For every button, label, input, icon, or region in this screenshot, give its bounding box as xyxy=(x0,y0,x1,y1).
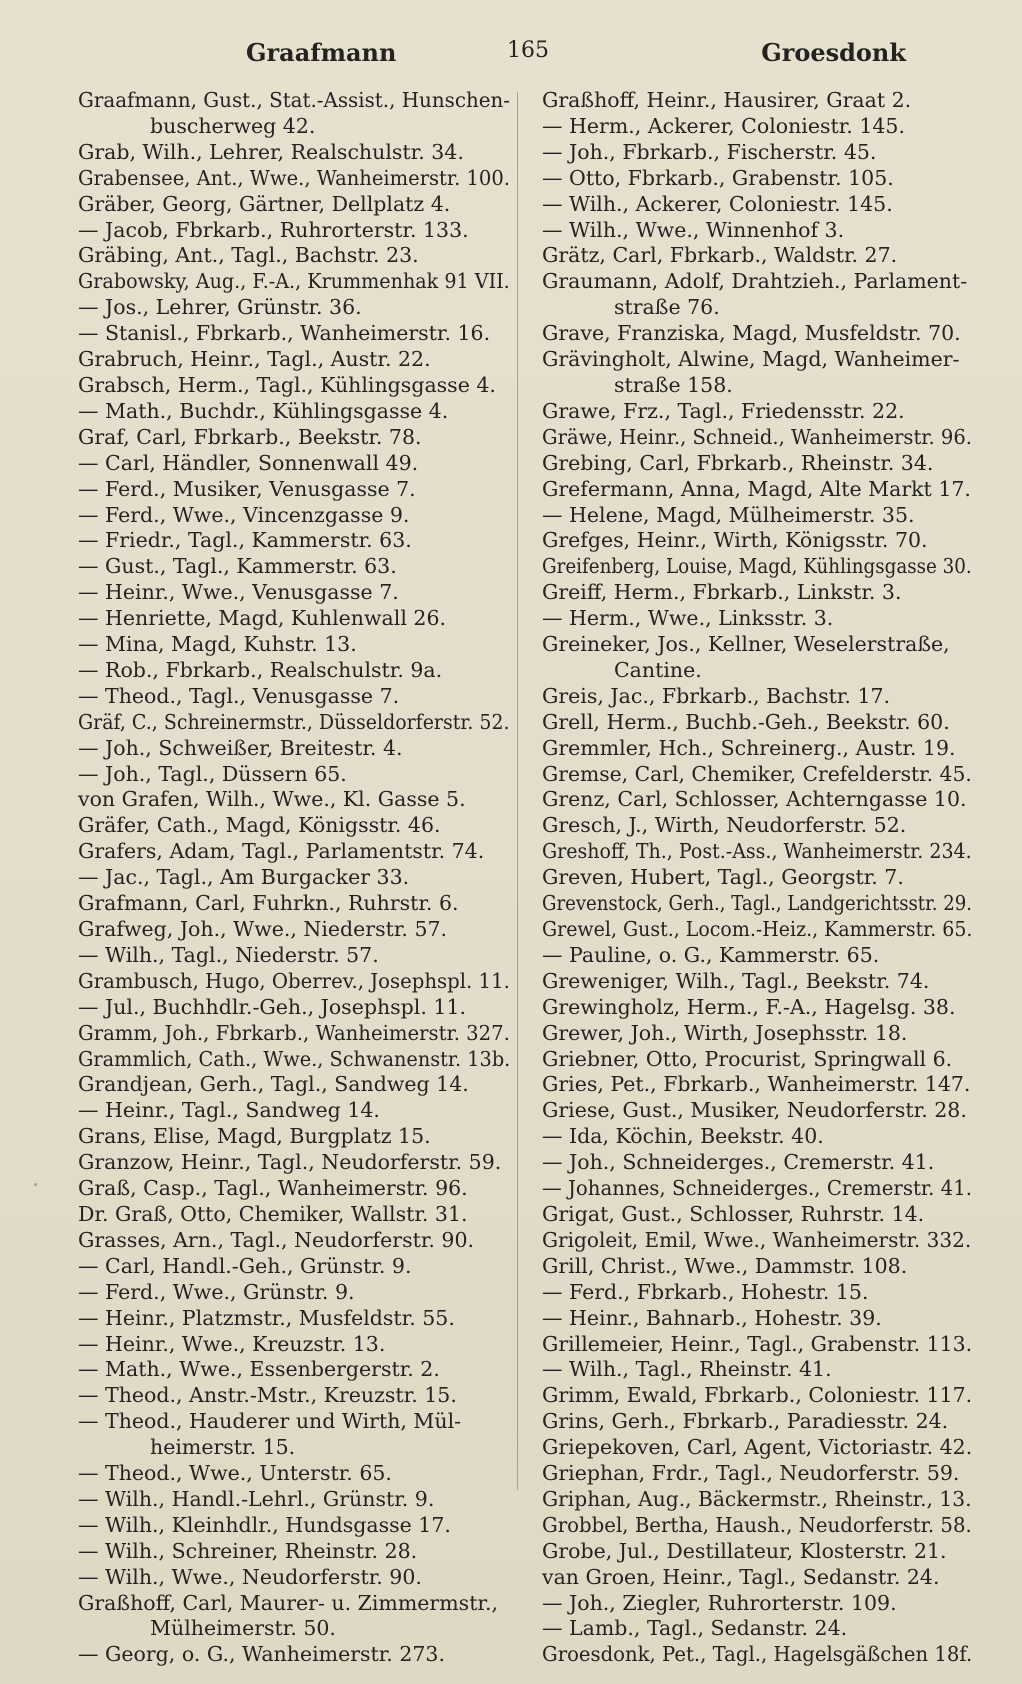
page-number: 165 xyxy=(507,38,549,63)
directory-entry: Graßhoff, Carl, Maurer- u. Zimmermstr., xyxy=(78,1590,499,1615)
directory-entry: — Jos., Lehrer, Grünstr. 36. xyxy=(78,295,362,320)
page-header xyxy=(78,38,940,78)
column-divider xyxy=(517,92,518,1490)
directory-entry: Grill, Christ., Wwe., Dammstr. 108. xyxy=(542,1253,908,1278)
directory-entry: Gremse, Carl, Chemiker, Crefelderstr. 45. xyxy=(542,761,972,786)
directory-entry: Grigoleit, Emil, Wwe., Wanheimerstr. 332. xyxy=(542,1227,972,1252)
directory-entry: Grafmann, Carl, Fuhrkn., Ruhrstr. 6. xyxy=(78,891,459,916)
directory-entry: — Heinr., Tagl., Sandweg 14. xyxy=(78,1098,380,1123)
directory-entry: Grasses, Arn., Tagl., Neudorferstr. 90. xyxy=(78,1227,475,1252)
directory-entry: — Stanisl., Fbrkarb., Wanheimerstr. 16. xyxy=(78,321,491,346)
directory-entry: Graafmann, Gust., Stat.-Assist., Hunschen- xyxy=(78,88,511,112)
left-column xyxy=(78,88,510,1668)
directory-entry: Griphan, Aug., Bäckermstr., Rheinstr., 13. xyxy=(542,1486,972,1511)
directory-entry: — Ida, Köchin, Beekstr. 40. xyxy=(542,1124,824,1149)
directory-entry: — Wilh., Kleinhdlr., Hundsgasse 17. xyxy=(78,1512,451,1537)
directory-entry: Groesdonk, Pet., Tagl., Hagelsgäßchen 18f. xyxy=(542,1642,973,1667)
directory-entry: Grandjean, Gerh., Tagl., Sandweg 14. xyxy=(78,1072,469,1097)
directory-entry: Grawe, Frz., Tagl., Friedensstr. 22. xyxy=(542,398,905,423)
directory-entry: Grätz, Carl, Fbrkarb., Waldstr. 27. xyxy=(542,243,898,268)
directory-entry: — Wilh., Schreiner, Rheinstr. 28. xyxy=(78,1538,418,1563)
directory-entry: — Joh., Ziegler, Ruhrorterstr. 109. xyxy=(542,1590,897,1615)
right-column xyxy=(542,88,972,1668)
directory-entry: — Ferd., Musiker, Venusgasse 7. xyxy=(78,476,416,501)
directory-entry: Griephan, Frdr., Tagl., Neudorferstr. 59. xyxy=(542,1461,960,1486)
directory-entry: Grigat, Gust., Schlosser, Ruhrstr. 14. xyxy=(542,1201,925,1226)
directory-entry: — Joh., Schweißer, Breitestr. 4. xyxy=(78,735,403,760)
directory-entry: — Heinr., Bahnarb., Hohestr. 39. xyxy=(542,1305,882,1330)
directory-entry: — Theod., Anstr.-Mstr., Kreuzstr. 15. xyxy=(78,1383,457,1408)
directory-entry: — Heinr., Platzmstr., Musfeldstr. 55. xyxy=(78,1305,455,1330)
directory-entry: Griese, Gust., Musiker, Neudorferstr. 28. xyxy=(542,1098,967,1123)
directory-entry: Greiff, Herm., Fbrkarb., Linkstr. 3. xyxy=(542,580,902,605)
header-last-name: Groesdonk xyxy=(761,38,906,67)
directory-entry: Grewer, Joh., Wirth, Josephsstr. 18. xyxy=(542,1020,908,1045)
directory-entry: Grefges, Heinr., Wirth, Königsstr. 70. xyxy=(542,528,928,553)
directory-entry: — Herm., Ackerer, Coloniestr. 145. xyxy=(542,113,905,138)
directory-entry: Grabruch, Heinr., Tagl., Austr. 22. xyxy=(78,347,431,372)
directory-entry: — Math., Wwe., Essenbergerstr. 2. xyxy=(78,1357,440,1382)
directory-entry: — Herm., Wwe., Linksstr. 3. xyxy=(542,606,834,631)
directory-entry: Greweniger, Wilh., Tagl., Beekstr. 74. xyxy=(542,968,930,993)
directory-entry: Gresch, J., Wirth, Neudorferstr. 52. xyxy=(542,813,907,838)
directory-entry: — Math., Buchdr., Kühlingsgasse 4. xyxy=(78,398,449,423)
directory-entry: Grab, Wilh., Lehrer, Realschulstr. 34. xyxy=(78,139,464,164)
directory-entry: Grans, Elise, Magd, Burgplatz 15. xyxy=(78,1124,431,1149)
directory-entry: Gräf, C., Schreinermstr., Düsseldorferstr. 52. xyxy=(78,709,510,734)
directory-entry: Grenz, Carl, Schlosser, Achterngasse 10. xyxy=(542,787,967,812)
directory-entry: Grebing, Carl, Fbrkarb., Rheinstr. 34. xyxy=(542,450,934,475)
directory-entry: Graß, Casp., Tagl., Wanheimerstr. 96. xyxy=(78,1176,468,1201)
directory-entry: Grell, Herm., Buchb.-Geh., Beekstr. 60. xyxy=(542,709,950,734)
directory-entry: Greifenberg, Louise, Magd, Kühlingsgasse 30. xyxy=(542,554,972,579)
directory-entry: Grobe, Jul., Destillateur, Klosterstr. 21. xyxy=(542,1538,947,1563)
directory-entry: Grefermann, Anna, Magd, Alte Markt 17. xyxy=(542,476,971,501)
directory-entry: Grabowsky, Aug., F.-A., Krummenhak 91 VII. xyxy=(78,269,510,294)
directory-entry: — Ferd., Fbrkarb., Hohestr. 15. xyxy=(542,1279,869,1304)
directory-entry: Grafers, Adam, Tagl., Parlamentstr. 74. xyxy=(78,839,485,864)
directory-entry: — Lamb., Tagl., Sedanstr. 24. xyxy=(542,1616,848,1641)
directory-entry-continuation: heimerstr. 15. xyxy=(150,1435,296,1460)
directory-entry: van Groen, Heinr., Tagl., Sedanstr. 24. xyxy=(542,1564,940,1589)
directory-entry: Gries, Pet., Fbrkarb., Wanheimerstr. 147. xyxy=(542,1072,971,1097)
directory-entry: — Johannes, Schneiderges., Cremerstr. 41. xyxy=(542,1176,973,1201)
directory-entry: Gremmler, Hch., Schreinerg., Austr. 19. xyxy=(542,735,956,760)
directory-entry-continuation: straße 158. xyxy=(614,372,733,397)
directory-entry: Greineker, Jos., Kellner, Weselerstraße, xyxy=(542,632,950,657)
directory-entry: — Joh., Fbrkarb., Fischerstr. 45. xyxy=(542,139,877,164)
directory-entry: — Jul., Buchhdlr.-Geh., Josephspl. 11. xyxy=(78,994,466,1019)
directory-entry-continuation: Cantine. xyxy=(614,657,702,682)
directory-entry: — Theod., Tagl., Venusgasse 7. xyxy=(78,683,400,708)
directory-entry: Granzow, Heinr., Tagl., Neudorferstr. 59. xyxy=(78,1150,502,1175)
directory-entry: — Wilh., Tagl., Niederstr. 57. xyxy=(78,942,379,967)
directory-entry: — Wilh., Tagl., Rheinstr. 41. xyxy=(542,1357,832,1382)
directory-entry: Gräbing, Ant., Tagl., Bachstr. 23. xyxy=(78,243,419,268)
directory-entry: Grambusch, Hugo, Oberrev., Josephspl. 11. xyxy=(78,968,510,993)
directory-entry: — Helene, Magd, Mülheimerstr. 35. xyxy=(542,502,915,527)
directory-entry: — Friedr., Tagl., Kammerstr. 63. xyxy=(78,528,412,553)
directory-entry: — Jac., Tagl., Am Burgacker 33. xyxy=(78,865,410,890)
directory-entry: — Ferd., Wwe., Vincenzgasse 9. xyxy=(78,502,410,527)
directory-entry: — Wilh., Ackerer, Coloniestr. 145. xyxy=(542,191,893,216)
directory-entry: Graf, Carl, Fbrkarb., Beekstr. 78. xyxy=(78,424,422,449)
directory-entry: Dr. Graß, Otto, Chemiker, Wallstr. 31. xyxy=(78,1201,468,1226)
directory-entry: — Theod., Wwe., Unterstr. 65. xyxy=(78,1461,392,1486)
directory-entry: — Mina, Magd, Kuhstr. 13. xyxy=(78,632,357,657)
directory-entry: Grävingholt, Alwine, Magd, Wanheimer- xyxy=(542,347,960,372)
directory-entry: Greis, Jac., Fbrkarb., Bachstr. 17. xyxy=(542,683,891,708)
directory-entry: Grabensee, Ant., Wwe., Wanheimerstr. 100. xyxy=(78,165,510,190)
directory-entry: — Carl, Händler, Sonnenwall 49. xyxy=(78,450,419,475)
directory-entry: — Joh., Tagl., Düssern 65. xyxy=(78,761,347,786)
directory-entry: — Carl, Handl.-Geh., Grünstr. 9. xyxy=(78,1253,412,1278)
directory-entry: Gräwe, Heinr., Schneid., Wanheimerstr. 96. xyxy=(542,424,972,449)
directory-entry: Grave, Franziska, Magd, Musfeldstr. 70. xyxy=(542,321,961,346)
directory-entry: Grabsch, Herm., Tagl., Kühlingsgasse 4. xyxy=(78,372,496,397)
directory-entry: Grewel, Gust., Locom.-Heiz., Kammerstr. 65. xyxy=(542,917,973,941)
directory-entry: — Rob., Fbrkarb., Realschulstr. 9a. xyxy=(78,657,443,682)
directory-entry: Grafweg, Joh., Wwe., Niederstr. 57. xyxy=(78,917,448,941)
directory-entry: — Otto, Fbrkarb., Grabenstr. 105. xyxy=(542,165,894,190)
directory-entry: Grevenstock, Gerh., Tagl., Landgerichtsstr. 29. xyxy=(542,891,973,916)
directory-entry: Graumann, Adolf, Drahtzieh., Parlament- xyxy=(542,269,968,294)
paper-speck xyxy=(34,1183,37,1186)
directory-entry: Greven, Hubert, Tagl., Georgstr. 7. xyxy=(542,865,904,890)
directory-entry: Grobbel, Bertha, Haush., Neudorferstr. 58. xyxy=(542,1512,972,1537)
directory-entry: Griebner, Otto, Procurist, Springwall 6. xyxy=(542,1046,953,1071)
directory-entry: Grimm, Ewald, Fbrkarb., Coloniestr. 117. xyxy=(542,1383,973,1408)
directory-entry: — Wilh., Wwe., Neudorferstr. 90. xyxy=(78,1564,422,1589)
directory-entry: — Wilh., Wwe., Winnenhof 3. xyxy=(542,217,845,242)
directory-entry: Gramm, Joh., Fbrkarb., Wanheimerstr. 327. xyxy=(78,1020,510,1045)
directory-entry: Grammlich, Cath., Wwe., Schwanenstr. 13b. xyxy=(78,1046,511,1071)
directory-entry-continuation: Mülheimerstr. 50. xyxy=(150,1616,336,1641)
directory-entry: — Pauline, o. G., Kammerstr. 65. xyxy=(542,942,880,967)
directory-entry-continuation: straße 76. xyxy=(614,295,720,320)
directory-entry: Grillemeier, Heinr., Tagl., Grabenstr. 113. xyxy=(542,1331,973,1356)
directory-entry: — Heinr., Wwe., Kreuzstr. 13. xyxy=(78,1331,386,1356)
directory-entry: — Henriette, Magd, Kuhlenwall 26. xyxy=(78,606,447,631)
directory-entry: — Wilh., Handl.-Lehrl., Grünstr. 9. xyxy=(78,1486,435,1511)
directory-entry: — Georg, o. G., Wanheimerstr. 273. xyxy=(78,1642,445,1667)
directory-entry: — Ferd., Wwe., Grünstr. 9. xyxy=(78,1279,355,1304)
directory-entry: Graßhoff, Heinr., Hausirer, Graat 2. xyxy=(542,88,912,112)
directory-entry: Grins, Gerh., Fbrkarb., Paradiesstr. 24. xyxy=(542,1409,949,1434)
directory-entry: Gräfer, Cath., Magd, Königsstr. 46. xyxy=(78,813,441,838)
directory-entry-continuation: buscherweg 42. xyxy=(150,113,316,138)
directory-entry: — Theod., Hauderer und Wirth, Mül- xyxy=(78,1409,462,1434)
directory-entry: Gräber, Georg, Gärtner, Dellplatz 4. xyxy=(78,191,451,216)
directory-entry: Griepekoven, Carl, Agent, Victoriastr. 42. xyxy=(542,1435,973,1460)
directory-entry: Greshoff, Th., Post.-Ass., Wanheimerstr. 234. xyxy=(542,839,972,864)
directory-entry: — Gust., Tagl., Kammerstr. 63. xyxy=(78,554,397,579)
directory-entry: — Joh., Schneiderges., Cremerstr. 41. xyxy=(542,1150,935,1175)
directory-entry: von Grafen, Wilh., Wwe., Kl. Gasse 5. xyxy=(78,787,466,812)
directory-entry: Grewingholz, Herm., F.-A., Hagelsg. 38. xyxy=(542,994,956,1019)
directory-entry: — Jacob, Fbrkarb., Ruhrorterstr. 133. xyxy=(78,217,469,242)
header-first-name: Graafmann xyxy=(246,38,397,67)
directory-entry: — Heinr., Wwe., Venusgasse 7. xyxy=(78,580,399,605)
